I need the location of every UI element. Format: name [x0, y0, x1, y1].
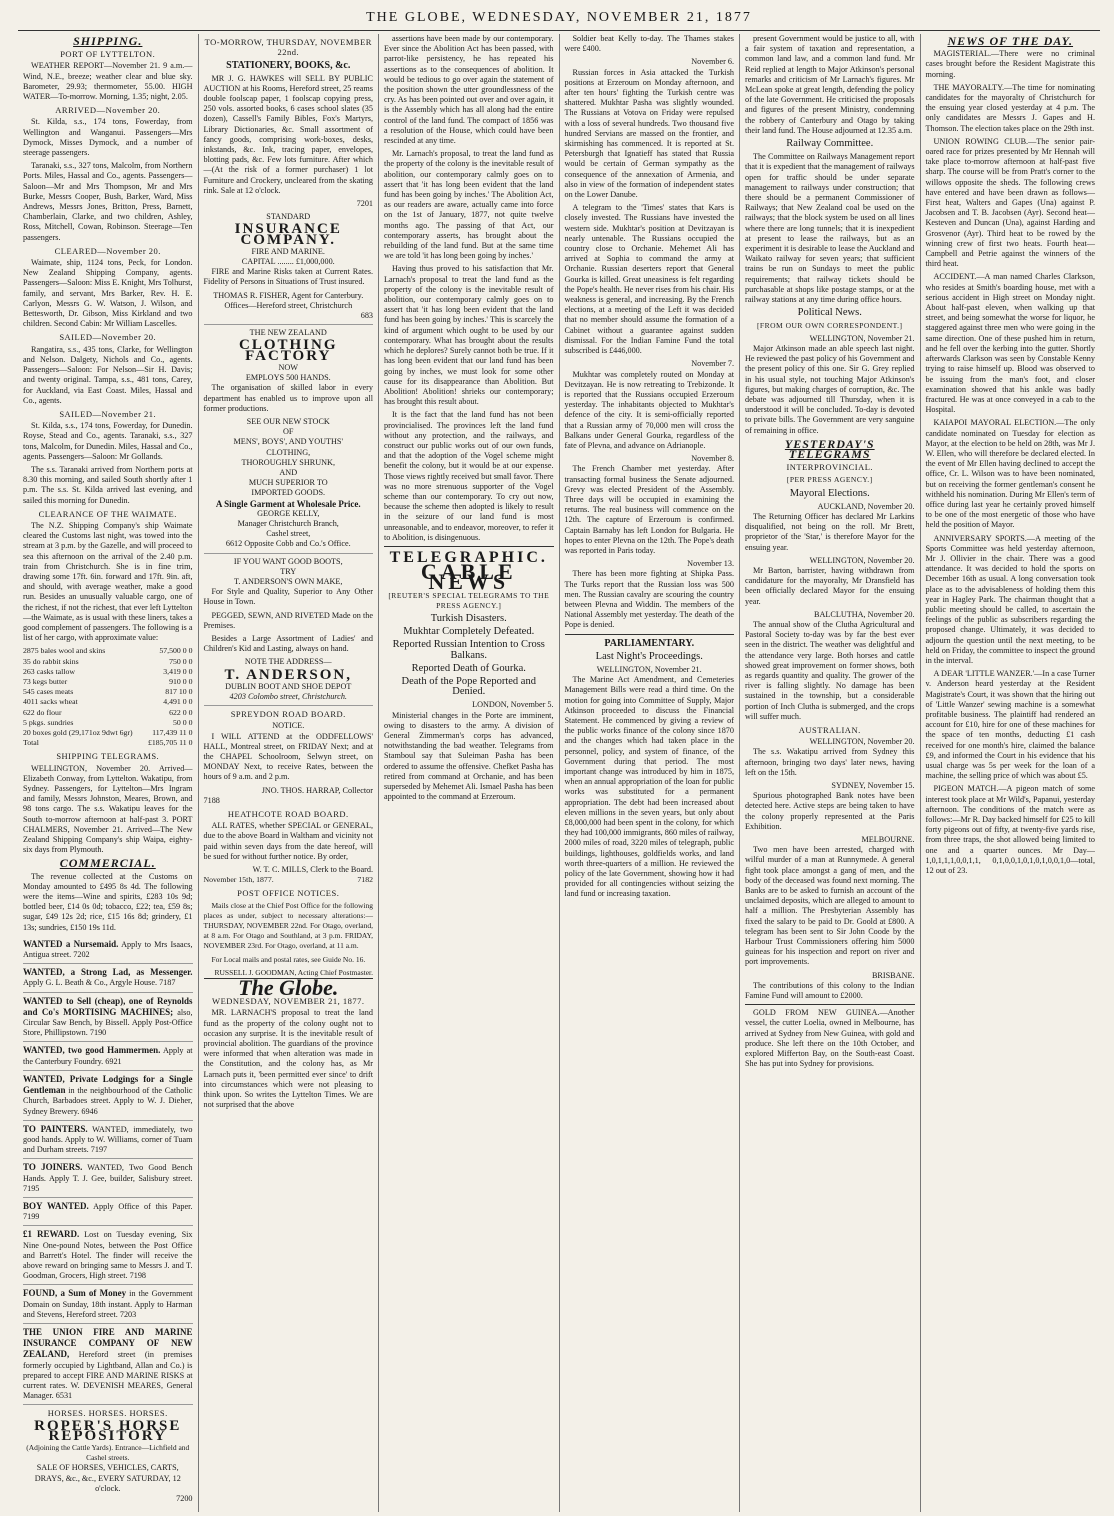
fire-marine: FIRE AND MARINE. — [251, 246, 325, 256]
column-cable — [559, 34, 740, 1512]
insurance-text: FIRE and Marine Risks taken at Current Rates. Fidelity of Persons in Situations of Trust insured. — [203, 267, 373, 287]
kelly-title: Manager Christchurch Branch, — [237, 518, 339, 528]
editorial-p4: It is the fact that the land fund has not been provincialised. The provinces left the land fund without any protection, and the railways, and construct our public works out of our own funds, and that the adoption of the Vogel scheme might benefit the colony, but it would be at our expense. Those views rightly received but small favor. There was no more strenuous supporter of the Vogel scheme than our contemporary. To cry out now, because the scheme then adopted is likely to result in the seizure of our land fund is most unreasonable, and to endeavor, moreover, to refer it to Abolition, is disingenuous. — [384, 410, 554, 542]
classified-ad: WANTED to Sell (cheap), one of Reynolds and Co's MORTISING MACHINES; also, Circular Saw Bench, by Bissell. Apply Post-Office Store, Phillipstown. 7190 — [23, 993, 193, 1043]
harrap-num: 7188 — [203, 795, 220, 805]
cable-p2: Russian forces in Asia attacked the Turkish positions at Erzeroum on Monday afternoon, and after ten hours' fighting the Turkish centre was shattered. Mukhtar Pasha was slightly wounded. The Russians at Votova on Friday were repulsed with a loss of several hundreds. Two thousand five hundred Servians are massed on the frontier, and skirmishing has commenced. It is reported at St. Petersburgh that Ignatieff has stated that Russia would be certain of German sympathy as the consequence of the annexation of Armenia, and also in view of the formation of independent states on the Lower Danube. — [564, 67, 734, 200]
telegrams-text: WELLINGTON, November 20. Arrived—Elizabeth Conway, from Lyttelton. Wakatipu, from Sydney. Passengers, for Lyttelton—Mrs Ingram and family, Messrs Johnston, Meares, Brown, and 98 tons cargo. The s.s. Wakatipu leaves for the South to-morrow afternoon at half-past 3. PORT CHALMERS, November 21. Arrived—The New Zealand Shipping Company's ship Waipa, eighty-six days from Plymouth. — [23, 763, 193, 855]
classified-ad: £1 REWARD. Lost on Tuesday evening, Six Nine One-pound Notes, between the Post Office and Barrett's Hotel. The finder will receive the above reward on bringing same to Messrs J. and T. Goodman, Grocers, High street. 7198 — [23, 1226, 193, 1285]
globe-title: The Globe. — [238, 975, 339, 1001]
style-text: For Style and Quality, Superior to Any Other House in Town. — [203, 587, 373, 607]
telegraphic-rule — [384, 546, 554, 547]
classified-ad: THE UNION FIRE AND MARINE INSURANCE COMPANY OF NEW ZEALAND, Hereford street (in premises formerly occupied by Lightband, Allan and Co.) is prepared to accept FIRE AND MARINE RISKS at current rates. W. DEVENISH MEARES, General Manager. 6531 — [23, 1324, 193, 1405]
anniversary-text: ANNIVERSARY SPORTS.—A meeting of the Sports Committee was held yesterday afternoon, Mr J. Ollivier in the chair. There was a good attendance. It was decided to hold the sports on December 16th as usual. A long conversation took place as to the advisableness of holding them this year in Hagley Park. The chairman thought that a public meeting should be called, to ascertain the feelings of the public as subscribers regarding the proposed change. Ultimately, it was decided to adjourn the question until the next meeting, to be held on Friday, the committee to inspect the ground in the interval. — [925, 533, 1095, 665]
railway-heading: Railway Committee. — [786, 138, 874, 150]
aus-dateline: WELLINGTON, November 20. — [809, 737, 915, 747]
column-shipping — [18, 34, 198, 1512]
editorial-p2: Mr. Larnach's proposal, to treat the land fund as the property of the colony is the inevitable result of abolition, our contemporary calmly goes on to assert that 'it has long been evident that the land fund has been going by inches.' The Abolition Act, as our readers are aware, actually came into force on the 1st of January, 1877, not quite twelve months ago. The passing of that Act, our contemporary asserts, has brought about the rebuilding of the land fund. But at the same time we are told 'it has long been going by inches.' — [384, 149, 554, 261]
mayoralty-text: THE MAYORALTY.—The time for nominating candidates for the mayoralty of Christchurch for the ensuing year closed yesterday at 4 p.m. The only candidates are Messrs J. Gapes and H. Thomson. The election takes place on the 29th inst. — [925, 82, 1095, 133]
rowing-text: UNION ROWING CLUB.—The senior pair-oared race for prizes presented by Mr Hennah will take place to-morrow afternoon at half-past five sharp. The course will be from Pratt's corner to the willows opposite the sheds. The following crews have entered and have been drawn as follows—First heat, Walters and Gapes (Una) against P. Jacobsen and T. B. Jacobsen (Ayr). Second heat—Kesteven and Duncan (Una), against Harding and Grosvenor (Ayr). Third heat to be rowed by the winning crew of first two heats. Fourth heat—Campbell and Petrie against the winners of the third heat. — [925, 136, 1095, 269]
classified-ad: TO JOINERS. WANTED, Two Good Bench Hands. Apply T. J. Gee, builder, Salisbury street. 7195 — [23, 1159, 193, 1198]
classified-ad: WANTED, two good Hammermen. Apply at the Canterbury Foundry. 6921 — [23, 1042, 193, 1070]
classified-ad: BOY WANTED. Apply Office of this Paper. 7199 — [23, 1198, 193, 1226]
masthead-rule — [18, 30, 1100, 31]
political-text: Major Atkinson made an able speech last night. He reviewed the past policy of his Government and the present policy of this one. Sir G. Grey replied in his usual style, not touching Major Atkinson's figures, but making charges of corruption, &c. The debate was adjourned till Thursday, when it is understood it will be concluded. To-day is devoted to private bills. The Government are very sanguine of remaining in office. — [745, 343, 915, 435]
anderson-make: T. ANDERSON'S OWN MAKE, — [234, 576, 343, 586]
dublin-depot: DUBLIN BOOT AND SHOE DEPOT — [225, 681, 352, 691]
boots-heading: IF YOU WANT GOOD BOOTS, — [233, 556, 343, 566]
telegrams-heading: SHIPPING TELEGRAMS. — [56, 751, 160, 762]
heathcote-heading: HEATHCOTE ROAD BOARD. — [227, 809, 349, 820]
sailed-text: Rangatira, s.s., 435 tons, Clarke, for Wellington and Nelson. Dalgety, Nichols and Co., agents. Passengers—Saloon: For Nelson—Sir H. Davis; and twenty original. Tampa, s.s., 481 tons, Carey, for Auckland, via East Coast. Miles, Hassal and Co., agents. — [23, 344, 193, 405]
column-editorial — [378, 34, 559, 1512]
org-text: The organisation of skilled labor in every department has enabled us to improve upon all former productions. — [203, 383, 373, 413]
nov6-dateline: November 6. — [691, 57, 734, 67]
table-row: 5 pkgs. sundries 50 0 0 — [23, 717, 193, 727]
table-row: 20 boxes gold (29,171oz 9dwt 6gr) 117,439 11 0 — [23, 728, 193, 737]
clearance-text: The N.Z. Shipping Company's ship Waimate cleared the Customs last night, was towed into the stream at 3 p.m. by the Gazelle, and will proceed to sea this afternoon on the arrival of the 2.40 p.m. train from Christchurch. She is in fine trim, drawing some 17ft. 6in. forward and 17ft. 9in. aft, and should, with average weather, make a good run. Besides an unusually valuable cargo, one of the richest, if not the richest, that ever left Lyttelton—the Waimate, as is usual with these liners, takes a good complement of passengers. The following is a list of her cargo, with approximate value: — [23, 520, 193, 643]
table-row: 2875 bales wool and skins 57,500 0 0 — [23, 646, 193, 656]
cable-p1: Soldier beat Kelly to-day. The Thames stakes were £400. — [564, 34, 734, 54]
gold-rule — [745, 1004, 915, 1005]
stationery-heading: STATIONERY, BOOKS, &c. — [226, 60, 351, 72]
heathcote-text: ALL RATES, whether SPECIAL or GENERAL, due to the above Board in Waltham and vicinity not paid within seven days from the date hereof, will be sued for without further notice. By order, — [203, 821, 373, 861]
headline-2: Mukhtar Completely Defeated. — [403, 626, 535, 638]
political-dateline: WELLINGTON, November 21. — [809, 333, 915, 343]
magisterial-text: MAGISTERIAL.—There were no criminal cases brought before the Resident Magistrate this morning. — [925, 49, 1095, 79]
ropers-title: ROPER'S HORSE REPOSITORY — [34, 1417, 182, 1444]
standard-label: STANDARD — [266, 212, 311, 222]
classified-ad: WANTED, a Strong Lad, as Messenger. Apply G. L. Beath & Co., Argyle House. 7187 — [23, 964, 193, 992]
ropers-sale: SALE OF HORSES, VEHICLES, CARTS, DRAYS, &c., &c., EVERY SATURDAY, 12 o'clock. — [34, 1463, 181, 1493]
thoroughly-label: THOROUGHLY SHRUNK, — [241, 457, 335, 467]
kelly-opposite: 6612 Opposite Cobb and Co.'s Office. — [225, 539, 351, 549]
shipping-notes: The s.s. Taranaki arrived from Northern ports at 8.30 this morning, and sailed South shortly after 1 p.m. The s.s. St. Kilda arrived last evening, and sailed this morning for Dunedin. — [23, 464, 193, 505]
news-of-day-heading: NEWS OF THE DAY. — [947, 34, 1074, 48]
sailed-heading-2: SAILED—November 21. — [59, 408, 157, 419]
mills-date-row: November 15th, 1877. 7182 — [203, 875, 373, 885]
table-row: 622 do flour 622 0 0 — [23, 707, 193, 717]
post-foot: For Local mails and postal rates, see Guide No. 16. — [211, 954, 366, 964]
sailed-heading: SAILED—November 20. — [59, 332, 157, 343]
sailed-text-2: St. Kilda, s.s., 174 tons, Fowerday, for Dunedin. Royse, Stead and Co., agents. Taranaki, s.s., 327 tons, Malcolm, for Dunedin. Miles, Hassal and Co., agents. Passengers—Saloon: Mr Gollands. — [23, 421, 193, 461]
ropers-num: 7200 — [176, 1494, 193, 1503]
headline-1: Turkish Disasters. — [430, 612, 507, 624]
pegged-text: PEGGED, SEWN, AND RIVETED Made on the Premises. — [203, 610, 373, 630]
auckland-dateline: AUCKLAND, November 20. — [817, 501, 915, 511]
clothing-label: CLOTHING, — [266, 447, 311, 457]
offices-num: 683 — [360, 311, 373, 321]
cable-p5: The French Chamber met yesterday. After transacting formal business the Senate adjourned. Grevy was elected President of the Assembly. Three days will be occupied in examining the returns. The real business will commence on the 12th. The capture of Erzeroum is confirmed. Captain Barnaby has left London for Bulgaria. He hopes to enter Plevna on the 12th. The Pope's death was reported in Paris today. — [564, 464, 734, 555]
cleared-heading: CLEARED—November 20. — [54, 245, 161, 256]
cable-p3: A telegram to the 'Times' states that Kars is closely invested. The Russians have invested the western side. Mukhtar's position at Devitzayan is nearly untenable. The Russians occupied the country close to Orchanie. Mehemet Ali has arrived at Sophia to command the army at Orchanie. Russian deserters report that General Gourka is killed. Great uneasiness is felt regarding the Pope's health. He never rises from his chair. His weakness is general, and increasing. By the French elections, at a meeting of the Left it was decided that no member should assume the formation of a Cabinet without a guarantee against sudden dismissal. For the Indian Famine Fund the total subscribed is £446,000. — [564, 203, 734, 356]
telegraphic-heading: TELEGRAPHIC. — [389, 548, 548, 566]
table-row: 73 kegs butter 910 0 0 — [23, 676, 193, 686]
boots-ad — [204, 554, 374, 707]
ropers-sub: (Adjoining the Cattle Yards). Entrance—Lichfield and Cashel streets. — [26, 1442, 190, 1463]
parl-dateline: WELLINGTON, November 21. — [596, 664, 702, 674]
capital: CAPITAL ........ £1,000,000. — [241, 257, 335, 267]
mayoral-text: The Returning Officer has declared Mr Larkins disqualified, not being on the roll. Mr Brett, proprietor of the 'Star,' is therefore Mayor for the ensuing year. — [745, 511, 915, 552]
notice-label: NOTICE. — [272, 721, 305, 731]
of-label: OF — [283, 427, 294, 437]
classified-ad: TO PAINTERS. WANTED, immediately, two good hands. Apply to W. Williams, corner of Tuam and Durham streets. 7197 — [23, 1121, 193, 1160]
clothing-ad — [204, 325, 374, 553]
and-label: AND — [279, 467, 298, 477]
arrived-heading: ARRIVED—November 20. — [55, 105, 161, 116]
table-row: Total £185,705 11 0 — [23, 738, 193, 748]
cable-heading: CABLE NEWS — [420, 559, 517, 595]
see-label: SEE OUR NEW STOCK — [246, 416, 330, 426]
table-row: 35 do rabbit skins 750 0 0 — [23, 656, 193, 666]
parliamentary-heading: PARLIAMENTARY. — [604, 637, 695, 649]
anderson-title: T. ANDERSON, — [224, 666, 352, 683]
clearance-heading: CLEARANCE OF THE WAIMATE. — [38, 508, 177, 519]
hawkes-num: 7201 — [356, 199, 373, 209]
single-garment: A Single Garment at Wholesale Price. — [215, 498, 361, 509]
colombo-street: 4203 Colombo street, Christchurch. — [229, 691, 347, 701]
sydney-dateline: SYDNEY, November 15. — [831, 781, 915, 791]
brisbane-dateline: BRISBANE. — [871, 970, 915, 980]
headline-3: Reported Russian Intention to Cross Balkans. — [392, 639, 545, 661]
editorial-p3: Having thus proved to his satisfaction that Mr. Larnach's proposal to treat the land fund as the property of the colony is the inevitable result of abolition, our contemporary calmly goes on to assert that 'it has long been evident that the land fund has been going by inches.' This is scarcely the kind of argument which ought to be used by our contemporary. What has brought about the results which he deplores? Surely cannot both be true. If it has long been evident that our land fund has been going by inches, we must look for some other cause for its disappearance than Abolition. But Abolition! Abolition! shrieks our contemporary; has brought this result about. — [384, 264, 554, 407]
nz-label: THE NEW ZEALAND — [249, 328, 327, 338]
column-news-of-day — [920, 34, 1101, 1512]
cable-p6: There has been more fighting at Shipka Pass. The Turks report that the Russian loss was 500 men. The Russian cavalry are scouring the country between Plevna and Widdin. The members of the National Assembly met yesterday. The death of the Pope is denied. — [564, 569, 734, 630]
mills-name: W. T. C. MILLS, Clerk to the Board. — [252, 865, 373, 875]
wanzer-text: A DEAR 'LITTLE WANZER.'—In a case Turner v. Anderson heard yesterday at the Resident Magistrate's Court, it was shown that the hiring out of 'Little Wanzer' sewing machine is a somewhat profitable business. The plaintiff had rendered an account for £10, hire for one of these machines for the space of ten months, deducting £1 cash received for one month's hire, claimed the balance £9, and informed the Court in his evidence that his usual charge was 5s per week for the loan of a machine, the selling price of which was about £5. — [925, 669, 1095, 781]
masthead: THE GLOBE, WEDNESDAY, NOVEMBER 21, 1877 — [366, 10, 752, 25]
aus-text: The s.s. Wakatipu arrived from Sydney this afternoon, bringing two days' later news, having left on the 15th. — [745, 747, 915, 777]
columns — [18, 34, 1100, 1512]
parl-rule — [565, 634, 735, 635]
wel20-dateline: WELLINGTON, November 20. — [809, 555, 915, 565]
globe-date: WEDNESDAY, NOVEMBER 21, 1877. — [212, 996, 365, 1007]
balclutha-text: The annual show of the Clutha Agricultural and Pastoral Society to-day was by far the best ever seen in the district. The weather was delightful and the attendance very large. Both horses and cattle showed great improvement on former shows, both as regards quantity and quality. The grower of the river is falling slightly. No damage has been sustained in the township, but a considerable portion of Inch Clutha is submerged, and the crops will suffer much. — [745, 619, 915, 721]
imported-label: IMPORTED GOODS. — [251, 488, 326, 498]
column-ads — [198, 34, 379, 1512]
headline-5: Death of the Pope Reported and Denied. — [401, 675, 536, 698]
melbourne-dateline: MELBOURNE. — [861, 835, 915, 845]
editorial-text: MR. LARNACH'S proposal to treat the land fund as the property of the colony ought not to occasion any surprise. It is the inevitable result of provincial abolition. The guardians of the province were informed that when alteration was made in the Constitution, and the colony has, as Mr Larnach puts it, 'been permitted ever since' to drift into circumstances which were not pleasing to think upon. So writes the Lyttelton Times. We are not surprised that the above — [203, 1008, 373, 1110]
london-dateline: LONDON, November 5. — [472, 700, 554, 710]
parl-continued: present Government would be justice to all, with a fair system of taxation and representation, a common land law, and a common land fund. Mr Reid replied at length to Major Atkinson's personal remarks and criticism of Mr Larnach's figures. Mr McLean spoke at great length, defending the policy of the late Government. He criticised the proposals and figures of the present Ministry, condemning the robbery of Canterbury and Otago by taking their land fund. The House adjourned at 12.35 a.m. — [745, 34, 915, 135]
mens-label: MENS', BOYS', AND YOUTHS' — [233, 437, 343, 447]
weather-report: WEATHER REPORT—November 21. 9 a.m.—Wind, N.E., breeze; weather clear and blue sky. Barometer, 29.93; thermometer, 55.00. HIGH WATER—To-morrow. Morning, 1.35; night, 2.05. — [23, 61, 193, 102]
press-agency: [PER PRESS AGENCY.] — [786, 475, 873, 485]
pigeon-text: PIGEON MATCH.—A pigeon match of some interest took place at Mr Wild's, Papanui, yesterday afternoon. The conditions of the match were as follows:—Mr R. Day backed himself for £25 to kill forty pigeons out of fifty, at twenty-five yards rise, from three traps, the shot allowed being limited to one and a quarter ounces. Mr Day—1,0,1,1,1,0,0,1,1, 0,1,0,0,1,0,1,0,1,0,0,1,0—total, 12 out of 23. — [925, 784, 1095, 876]
accident-text: ACCIDENT.—A man named Charles Clarkson, who resides at Smith's boarding house, met with a serious accident in High street on Monday night. About half-past eleven, when walking up that street, and being somewhat the worse for liquor, he staggered against three men who were going in the same direction. One of these pushed him in return, and he fell over the kerbing into the gutter. Shortly afterwards Clarkson was seen by Constable Kenny trying to raise himself up. Blood was observed to be issuing from the man's foot, and closer examination showed that his ankle was badly fractured. He was at once conveyed in a cab to the Hospital. — [925, 272, 1095, 415]
goodman-name: RUSSELL J. GOODMAN, Acting Chief Postmaster. — [214, 967, 373, 977]
besides-text: Besides a Large Assortment of Ladies' and Children's Kid and Lasting, always on hand. — [203, 633, 373, 654]
balclutha-dateline: BALCLUTHA, November 20. — [813, 609, 915, 619]
own-correspondent: [FROM OUR OWN CORRESPONDENT.] — [756, 321, 903, 331]
table-row: 4011 sacks wheat 4,491 0 0 — [23, 697, 193, 707]
employs-label: EMPLOYS 500 HANDS. — [245, 373, 331, 383]
mayoral-heading: Mayoral Elections. — [789, 487, 870, 499]
much-label: MUCH SUPERIOR TO — [248, 478, 328, 488]
wel20-text: Mr Barton, barrister, having withdrawn from candidature for the mayoralty, Mr Dransfield has been officially declared Mayor for the ensuing year. — [745, 565, 915, 606]
post-heading: POST OFFICE NOTICES. — [237, 888, 340, 899]
nov7-dateline: November 7. — [691, 359, 734, 369]
cleared-text: Waimate, ship, 1124 tons, Peck, for London. New Zealand Shipping Company, agents. Passengers—Saloon: Miss E. Knight, Mrs Tolhurst, family, and servant, Mrs Barker, Rev. H. E. Carlyon, Messrs G. W. Watson, J. Wilson, and Bettesworth, Dr. Gibson, Miss Kirkland and two children. Second Cabin: Mr William Lascelles. — [23, 258, 193, 329]
shipping-heading: SHIPPING. — [73, 34, 143, 48]
column-news — [739, 34, 920, 1512]
railway-text: The Committee on Railways Management report that it is expedient that the management of railways open for traffic should be under separate management to railways under construction; that there should be a permanent Commissioner of Railways; that New Zealand coal be used on the railways; that the block system be used on all lines where there are long tunnels; that it is inexpedient at present to lease the railways, but as an experiment it is desirable to lease the Auckland and Waikato railway for seven years; that sufficient trains be run on Sundays to meet the public requirements; that railway tickets should be purchasable at shops like postage stamps, or at the railway stations at any time during office hours. — [745, 152, 915, 305]
classified-ad: WANTED a Nursemaid. Apply to Mrs Isaacs, Antigua street. 7202 — [23, 936, 193, 964]
cable-p4: Mukhtar was completely routed on Monday at Devitzayan. He is now retreating to Trebizonde. It is reported that the Russians occupied Erzeroum yesterday. The inhabitants objected to Mukhtar's defence of the city. It is semi-officially reported that a Russian army of 70,000 men will cross the Balkans under General Gourka, regardless of the fate of Plevna, and advance on Adrianople. — [564, 369, 734, 450]
headline-4: Reported Death of Gourka. — [411, 662, 526, 674]
kaiapoi-text: KAIAPOI MAYORAL ELECTION.—The only candidate nominated on Tuesday for election as Mayor, at the election to be held on 28th, was Mr J. W. Ellen, who will therefore be declared elected. In the event of Mr Ellen having declined to accept the office, Cr. L. Wilson was to have been nominated, but on receiving the former gentleman's consent he withheld his nomination. During Mr Ellen's term of office during last year he certainly proved himself to be one of the most energetic of those who have held the position of Mayor. — [925, 418, 1095, 530]
kelly-street: Cashel street, — [266, 529, 311, 539]
fisher-agent: THOMAS R. FISHER, Agent for Canterbury. — [213, 290, 364, 300]
kelly-name: GEORGE KELLY, — [257, 508, 320, 518]
spreydon-text: I WILL ATTEND at the ODDFELLOWS' HALL, Montreal street, on FRIDAY Next; and at the CHAPEL Schoolroom, Selwyn street, on MONDAY Next, to receive Rates, between the hours of 9 a.m. and 2 p.m. — [203, 731, 373, 782]
brisbane-text: The contributions of this colony to the Indian Famine Fund will amount to £2000. — [745, 980, 915, 1001]
political-heading: Political News. — [797, 307, 862, 319]
insurance-title: INSURANCE COMPANY. — [234, 221, 342, 248]
arrived-text-2: Taranaki, s.s., 327 tons, Malcolm, from Northern Ports. Miles, Hassal and Co., agents. Passengers—Saloon—Mr and Mrs Thompson, Mr and Mrs Burke, Messrs Cooper, Bush, Barker, Ward, Miss Andrews, Messrs Jones, Britton, Press, Barnett, Chamberlain, Clarke, and two children, Ashley, Ross, Mitchell, Cowan, Robinson. Steerage—Ten passengers. — [23, 161, 193, 242]
reuter-note: [REUTER'S SPECIAL TELEGRAMS TO THE PRESS AGENCY.] — [388, 590, 550, 610]
table-row: 263 casks tallow 3,419 0 0 — [23, 666, 193, 676]
spreydon-heading: SPREYDON ROAD BOARD. — [230, 709, 346, 720]
tomorrow-heading: TO-MORROW, THURSDAY, NOVEMBER 22nd. — [204, 37, 372, 58]
port-heading: PORT OF LYTTELTON. — [60, 49, 156, 60]
nov13-dateline: November 13. — [687, 559, 734, 569]
cargo-table — [23, 646, 193, 748]
cable-text: Ministerial changes in the Porte are imminent, owing to disasters to the army. A division of General Zimmerman's corps has advanced, notwithstanding the bad weather. Telegrams from Stamboul say that Suleiman Pasha has been ordered to assume the offensive. Chefket Pasha has retired from command at Orchanie, and has been superseded by Mehemet Ali. Ismael Pasha has been appointed to the command at Erzeroum. — [384, 710, 554, 802]
interprovincial-heading: INTERPROVINCIAL. — [786, 462, 874, 473]
arrived-text: St. Kilda, s.s., 174 tons, Fowerday, from Wellington and Wanganui. Passengers—Mrs Dymock, Misses Dymock, and a number of steerage passengers. — [23, 117, 193, 158]
last-night-heading: Last Night's Proceedings. — [595, 650, 703, 662]
clothing-title: CLOTHING FACTORY — [238, 337, 338, 364]
post-text: Mails close at the Chief Post Office for the following places as under, subject to necessary alterations:— THURSDAY, NOVEMBER 22nd. For Otago, overland, at 8 a.m. For Otago and Southland, at 3 p.m. FRIDAY, NOVEMBER 23rd. For Otago, overland, at 11 a.m. — [203, 900, 373, 951]
harrap-name: JNO. THOS. HARRAP, Collector — [261, 785, 373, 795]
australian-heading: AUSTRALIAN. — [798, 725, 861, 735]
parl-text: The Marine Act Amendment, and Cemeteries Management Bills were read a third time. On the motion for going into Committee of Supply, Major Atkinson proceeded to discuss the Financial Statement. He commenced by giving a review of the public works finance of the colony since 1870 and the changes which had taken place in the personnel, policy, and system of finance, of the Government during that period. The most important change was introduced by him in 1875, when an annual appropriation of the loan for public works was substituted for a permanent appropriation. The debt had been increased about eleven millions in the seven years, but only about £8,000,000 had been spent in the colony, for which they had 100,000 immigrants, 860 miles of railway, 2000 miles of road, 3220 miles of telegraph, public buildings, lighthouses, goldfields works, and land worth three-quarters of a million. He reviewed the policy of the late Government, showing how it had provided for all contingencies without seizing the land fund or increasing taxation. — [564, 675, 734, 899]
note-address: NOTE THE ADDRESS— — [244, 657, 332, 667]
insurance-ad — [204, 209, 374, 325]
classified-ad: WANTED, Private Lodgings for a Single Gentleman in the neighbourhood of the Catholic Church, Barbadoes street. Apply to W. J. Dieher, Sydney Brewery. 6946 — [23, 1071, 193, 1121]
editorial-p1: assertions have been made by our contemporary. Ever since the Abolition Act has been passed, with parrot-like persistency, he has repeated his assertions as to the consequences of abolition. It would be tedious to go over again the statement of the position shown the utter groundlessness of the cry. As has been pointed out over and over again, it is the Assembly which has all along had the entire control of the land fund. The compact of 1856 was a resolution of the House, which could have been rescinded at any time. — [384, 34, 554, 146]
offices: Offices—Hereford street, Christchurch — [224, 300, 353, 310]
sydney-text: Spurious photographed Bank notes have been detected here. Active steps are being taken to have the colony properly represented at the Paris Exhibition. — [745, 791, 915, 831]
melbourne-text: Two men have been arrested, charged with wilful murder of a man at Runnymede. A general fight took place amongst a gang of men, and the body of the deceased was found next morning. The Banks are to be asked to furnish an account of the unclaimed deposits, which are alleged to amount to half a million. The Presbyterian Assembly has fixed the salary to be paid to Dr. Goold at £800. A telegram has been sent to Sir John Coode by the Harbour Trust Commissioners offering him 5000 guineas for his inspection and report on river and port improvements. — [745, 845, 915, 967]
classified-ad: FOUND, a Sum of Money in the Government Domain on Sunday, 18th instant. Apply to Harman and Stevens, Hereford street. 7203 — [23, 1285, 193, 1324]
commercial-heading: COMMERCIAL. — [59, 856, 156, 871]
now-label: NOW — [278, 362, 299, 372]
horses-heading: HORSES. HORSES. HORSES. — [47, 1408, 168, 1419]
commercial-text: The revenue collected at the Customs on Monday amounted to £495 8s 4d. The following were the items—Wine and spirits, £283 10s 9d; bottled beer, £14 0s 0d; tobacco, £22; tea, £59 8s; sugar, £49 12s 2d; rice, £15 16s 8d; grindery, £1 13s; sundries, £150 19s 11d. — [23, 871, 193, 932]
hawkes-ad: MR J. G. HAWKES will SELL BY PUBLIC AUCTION at his Rooms, Hereford street, 25 reams double foolscap paper, 1 foolscap copying press, 250 vols. assorted books, 6 cases school slates (35 dozen), Cassell's Family Bibles, Fox's Martyrs, Library Dictionaries, &c. Small assortment of fancy goods, comprising work-boxes, desks, inkstands, &c. Ink, tracing paper, envelopes, blotting pads, &c. Few lots furniture. After which—(At the risk of a former purchaser) 1 lot Furniture and Crockery, uncleared from the skating rink. Sale at 12 o'clock. — [203, 73, 373, 195]
gold-text: GOLD FROM NEW GUINEA.—Another vessel, the cutter Loelia, owned in Melbourne, has arrived at Sydney from New Guinea, with gold and produce. She left there on the 10th October, and explored Mifferton Bay, on the South-east Coast. She has put into Sydney for provisions. — [745, 1008, 915, 1069]
table-row: 545 cases meats 817 10 0 — [23, 687, 193, 697]
yesterday-heading: YESTERDAY'S TELEGRAMS — [784, 436, 875, 461]
nov8-dateline: November 8. — [691, 454, 734, 464]
try-label: TRY — [280, 566, 297, 576]
